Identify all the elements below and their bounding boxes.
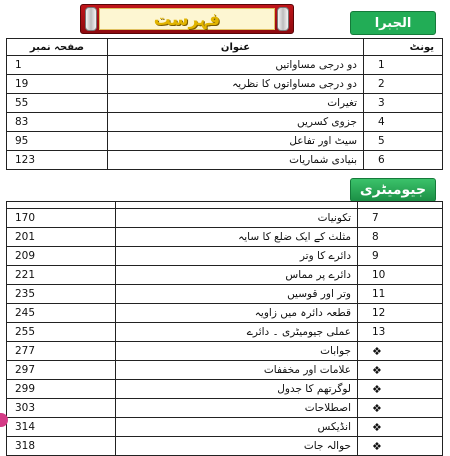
page-number: 297 [7,361,116,380]
geometry-table [6,201,443,456]
chapter-title: دو درجی مساواتیں [108,56,364,75]
page-number: 235 [7,285,116,304]
page-number: 83 [7,113,108,132]
scroll-right-ornament [277,7,289,31]
spacer-cell [7,202,116,209]
table-row [7,266,443,285]
chapter-title: مثلث کے ایک ضلع کا سایہ [116,228,358,247]
chapter-title: دو درجی مساواتوں کا نظریہ [108,75,364,94]
page-number: 277 [7,342,116,361]
title-banner [80,4,294,34]
chapter-title: جوابات [116,342,358,361]
page-number: 19 [7,75,108,94]
table-row [7,437,443,456]
table-row [7,361,443,380]
chapter-title: لوگرتھم کا جدول [116,380,358,399]
header-unit: یونٹ [364,39,443,56]
page-number: 221 [7,266,116,285]
unit-number: 5 [364,132,443,151]
page-number: 55 [7,94,108,113]
spacer-cell [358,202,443,209]
chapter-title: دائرے کا وتر [116,247,358,266]
chapter-title: تغیرات [108,94,364,113]
bullet-icon: ❖ [358,399,443,418]
unit-number: 3 [364,94,443,113]
unit-number: 13 [358,323,443,342]
table-row [7,304,443,323]
page-number: 95 [7,132,108,151]
table-row [7,342,443,361]
page-number: 303 [7,399,116,418]
chapter-title: علامات اور مخففات [116,361,358,380]
unit-number: 12 [358,304,443,323]
bullet-icon: ❖ [358,437,443,456]
scroll-left-ornament [85,7,97,31]
table-row [7,56,443,75]
header-page-number: صفحہ نمبر [7,39,108,56]
table-row [7,380,443,399]
table-row [7,94,443,113]
algebra-table [6,38,443,170]
unit-number: 9 [358,247,443,266]
chapter-title: حوالہ جات [116,437,358,456]
unit-number: 4 [364,113,443,132]
unit-number: 1 [364,56,443,75]
bullet-icon: ❖ [358,418,443,437]
table-row [7,75,443,94]
chapter-title: بنیادی شماریات [108,151,364,170]
header-title: عنوان [108,39,364,56]
chapter-title: جزوی کسریں [108,113,364,132]
unit-number: 10 [358,266,443,285]
table-row [7,418,443,437]
page-number: 170 [7,209,116,228]
page-number: 299 [7,380,116,399]
table-row [7,151,443,170]
title-banner-inner [99,8,275,30]
chapter-title: عملی جیومیٹری ۔ دائرے [116,323,358,342]
unit-number: 8 [358,228,443,247]
bullet-icon: ❖ [358,361,443,380]
table-header-row [7,39,443,56]
unit-number: 2 [364,75,443,94]
algebra-section-label: الجبرا [350,11,436,35]
table-row [7,323,443,342]
table-row [7,209,443,228]
chapter-title: دائرے پر مماس [116,266,358,285]
unit-number: 7 [358,209,443,228]
page-number: 1 [7,56,108,75]
bullet-icon: ❖ [358,380,443,399]
unit-number: 6 [364,151,443,170]
table-row [7,228,443,247]
bullet-icon: ❖ [358,342,443,361]
page-number: 201 [7,228,116,247]
table-row [7,132,443,151]
chapter-title: وتر اور قوسیں [116,285,358,304]
table-row [7,113,443,132]
chapter-title: انڈیکس [116,418,358,437]
page-number: 123 [7,151,108,170]
page-number: 314 [7,418,116,437]
table-row [7,399,443,418]
geometry-section-label: جیومیٹری [350,178,436,202]
page-title: فہرست [153,9,221,30]
spacer-cell [116,202,358,209]
table-row [7,285,443,304]
unit-number: 11 [358,285,443,304]
page-number: 245 [7,304,116,323]
chapter-title: سیٹ اور تفاعل [108,132,364,151]
page-number: 255 [7,323,116,342]
table-row [7,247,443,266]
page-number: 209 [7,247,116,266]
chapter-title: اصطلاحات [116,399,358,418]
chapter-title: قطعہ دائرہ میں زاویہ [116,304,358,323]
table-spacer-row [7,202,443,209]
page-number: 318 [7,437,116,456]
chapter-title: تکونیات [116,209,358,228]
